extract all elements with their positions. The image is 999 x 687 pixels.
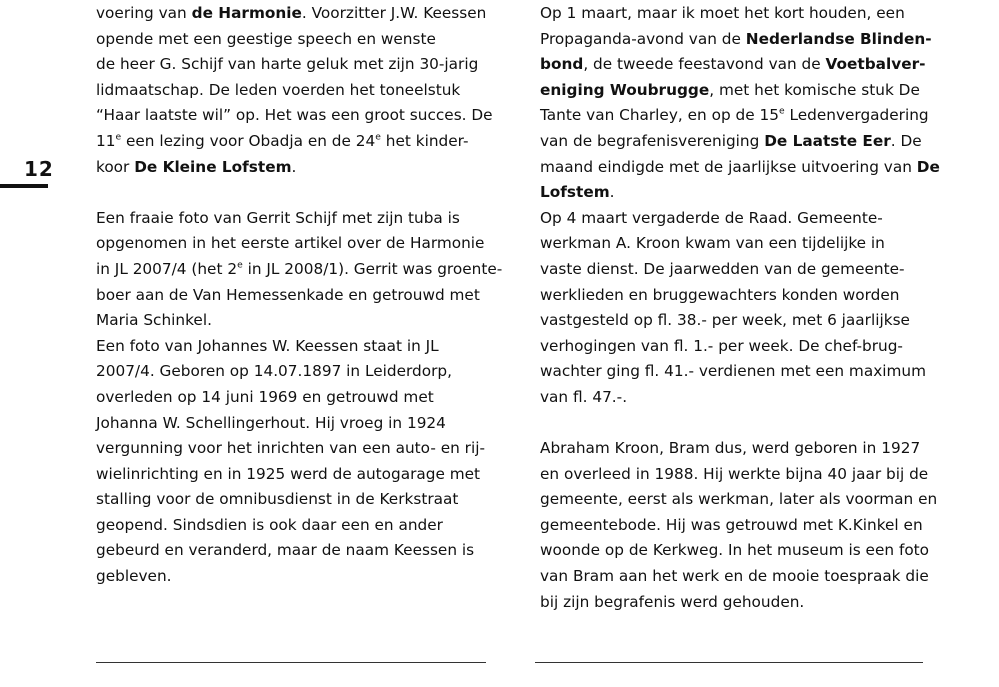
text-segment: wachter ging fl. 41.- verdienen met een maximum [540,362,926,381]
text-line [540,359,936,385]
text-segment: 11 [96,131,116,150]
text-segment: lidmaatschap. De leden voerden het toneelstuk [96,80,461,99]
text-line [96,359,492,385]
text-segment: werklieden en bruggewachters konden worden [540,285,900,304]
text-line [540,27,936,53]
text-segment: het kinder- [380,131,469,150]
text-segment: 2007/4. Geboren op 14.07.1897 in Leiderdorp, [96,362,452,381]
text-segment: “Haar laatste wil” op. Het was een groot succes. De [96,106,493,125]
text-segment: maand eindigde met de jaarlijkse uitvoering van [540,157,917,176]
bold-name: De [916,157,940,176]
text-segment: wielinrichting en in 1925 werd de autogarage met [96,464,481,483]
text-segment: gebleven. [96,567,172,586]
text-line [540,308,936,334]
text-line [96,462,492,488]
text-line [540,180,936,206]
left-text-column [96,1,503,590]
text-segment: geopend. Sindsdien is ook daar een en ander [96,515,443,534]
text-segment: Johanna W. Schellingerhout. Hij vroeg in 1924 [96,413,446,432]
text-segment: Ledenvergadering [784,106,929,125]
text-line [540,283,936,309]
text-segment: Op 4 maart vergaderde de Raad. Gemeente- [540,208,883,227]
page-number: 12 [24,157,54,181]
bold-name: eniging Woubrugge [540,80,710,99]
text-line [540,1,936,27]
text-line [540,513,936,539]
text-line [96,334,492,360]
paragraph-gap [96,180,492,206]
text-line [540,231,936,257]
text-line [96,283,492,309]
text-segment: Maria Schinkel. [96,311,212,330]
text-segment: Een foto van Johannes W. Keessen staat in JL [96,336,439,355]
text-line [96,129,492,155]
text-line [540,78,936,104]
text-segment: Abraham Kroon, Bram dus, werd geboren in 1927 [540,439,921,458]
text-segment: werkman A. Kroon kwam van een tijdelijke in [540,234,885,253]
text-segment: gebeurd en veranderd, maar de naam Keessen is [96,541,475,560]
text-segment: vaste dienst. De jaarwedden van de gemeente- [540,259,905,278]
text-segment: gemeentebode. Hij was getrouwd met K.Kinkel en [540,515,923,534]
right-text-column [540,1,940,615]
text-line [96,308,492,334]
left-footer-rule [96,662,486,663]
bold-name: Nederlandse Blinden- [745,29,932,48]
text-line [540,129,936,155]
paragraph-gap [540,411,936,437]
text-line [540,257,936,283]
text-line [96,52,492,78]
right-footer-rule [535,662,923,663]
text-line [540,462,936,488]
superscript: e [778,105,785,117]
text-segment: opgenomen in het eerste artikel over de Harmonie [96,234,485,253]
text-segment: Propaganda-avond van de [540,29,746,48]
text-segment: in JL 2007/4 (het 2 [96,259,238,278]
text-line [540,538,936,564]
text-segment: , met het komische stuk De [709,80,920,99]
text-segment: gemeente, eerst als werkman, later als voorman en [540,490,938,509]
text-line [96,103,492,129]
text-line [96,487,492,513]
text-segment: vergunning voor het inrichten van een auto- en rij- [96,439,485,458]
text-segment: . [291,157,297,176]
bold-name: de Harmonie [191,4,302,22]
text-line [540,103,936,129]
text-line [540,334,936,360]
text-line [96,1,492,27]
text-segment: voering van [96,4,192,22]
bold-name: Voetbalver- [825,55,926,74]
text-segment: woonde op de Kerkweg. In het museum is een foto [540,541,930,560]
bold-name: De Kleine Lofstem [134,157,292,176]
text-segment: opende met een geestige speech en wenste [96,29,436,48]
text-line [540,487,936,513]
text-segment: , de tweede feestavond van de [583,55,826,74]
text-segment: van Bram aan het werk en de mooie toespraak die [540,567,929,586]
text-segment: de heer G. Schijf van harte geluk met zijn 30-jarig [96,55,479,74]
text-line [96,538,492,564]
text-segment: en overleed in 1988. Hij werkte bijna 40 jaar bij de [540,464,929,483]
text-line [96,513,492,539]
text-segment: in JL 2008/1). Gerrit was groente- [242,259,503,278]
superscript: e [375,131,381,143]
text-segment: van de begrafenisvereniging [540,131,765,150]
text-line [96,78,492,104]
bold-name: bond [540,55,584,74]
text-line [96,411,492,437]
text-segment: verhogingen van fl. 1.- per week. De chef-brug- [540,336,903,355]
text-segment: een lezing voor Obadja en de 24 [121,131,376,150]
text-line [540,155,940,181]
text-line [96,231,492,257]
text-segment: koor [96,157,135,176]
bold-name: Lofstem [540,183,610,202]
text-line [96,27,492,53]
text-line [540,436,936,462]
text-line [540,206,936,232]
text-segment: van fl. 47.-. [540,387,628,406]
text-line [96,436,492,462]
text-line [96,257,503,283]
text-line [540,385,936,411]
text-segment: . [609,183,615,202]
text-segment: Tante van Charley, en op de 15 [540,106,779,125]
text-line [96,206,492,232]
superscript: e [115,131,122,143]
bold-name: De Laatste Eer [764,131,891,150]
text-segment: stalling voor de omnibusdienst in de Kerkstraat [96,490,459,509]
text-segment: Een fraaie foto van Gerrit Schijf met zijn tuba is [96,208,460,227]
text-segment: boer aan de Van Hemessenkade en getrouwd met [96,285,480,304]
text-line [540,590,936,616]
text-line [96,155,492,181]
text-segment: overleden op 14 juni 1969 en getrouwd met [96,387,434,406]
text-segment: Op 1 maart, maar ik moet het kort houden, een [540,4,905,22]
text-line [96,564,492,590]
text-segment: bij zijn begrafenis werd gehouden. [540,592,805,611]
text-line [540,52,936,78]
superscript: e [237,259,243,271]
text-segment: vastgesteld op fl. 38.- per week, met 6 jaarlijkse [540,311,910,330]
text-line [540,564,936,590]
page-number-bar [0,184,48,188]
text-line [96,385,492,411]
text-segment: . De [890,131,922,150]
text-segment: . Voorzitter J.W. Keessen [301,4,487,22]
